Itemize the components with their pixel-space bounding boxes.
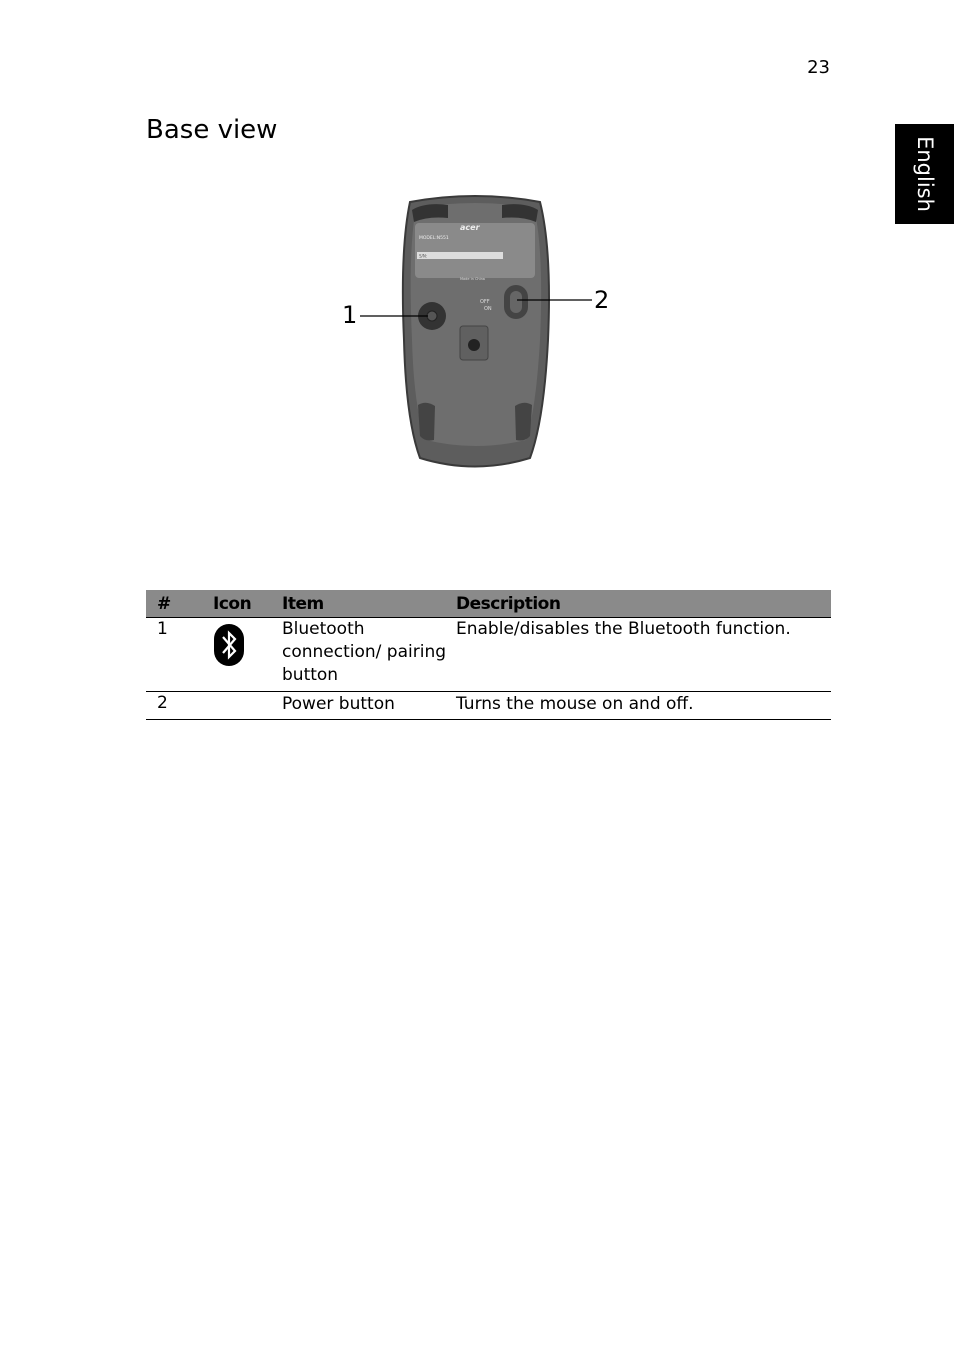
model-label: MODEL:N551 (419, 236, 449, 241)
header-item: Item (282, 590, 456, 618)
row-icon (213, 618, 282, 692)
page-number: 23 (807, 57, 830, 78)
serial-label: S/N: (419, 253, 428, 259)
mouse-base-view-figure (330, 190, 630, 480)
row-icon (213, 692, 282, 720)
header-icon: Icon (213, 590, 282, 618)
on-label: ON (484, 306, 492, 312)
row-num: 2 (146, 692, 213, 720)
row-item: Bluetooth connection/ pairing button (282, 618, 456, 692)
origin-label: Made in China (460, 277, 485, 281)
row-description: Enable/disables the Bluetooth function. (456, 618, 831, 692)
row-description: Turns the mouse on and off. (456, 692, 831, 720)
callout-2: 2 (594, 286, 610, 314)
header-description: Description (456, 590, 831, 618)
bluetooth-icon (213, 623, 245, 667)
table-row (146, 618, 831, 692)
language-tab-label: English (912, 136, 937, 212)
off-label: OFF (480, 299, 490, 305)
language-tab (895, 124, 954, 224)
brand-label: acer (460, 223, 480, 232)
section-title: Base view (146, 115, 278, 145)
table-header-row (146, 590, 831, 618)
callout-1: 1 (342, 301, 358, 329)
row-num: 1 (146, 618, 213, 692)
base-view-table (146, 590, 831, 720)
row-item: Power button (282, 692, 456, 720)
mouse-body (403, 196, 549, 467)
table-row (146, 692, 831, 720)
header-num: # (146, 590, 213, 618)
